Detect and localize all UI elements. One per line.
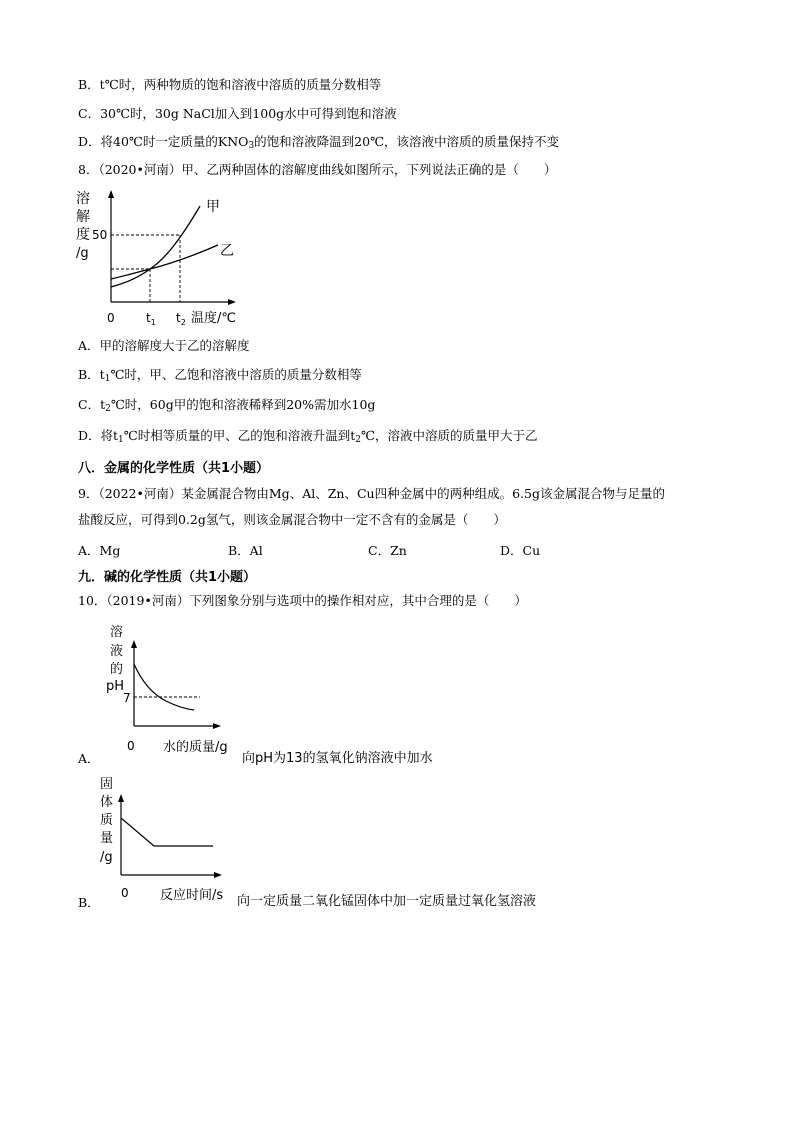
q9-option-d: D．Cu [500,543,541,558]
q8-x-arrow [228,299,236,305]
q10b-ylabel-4: 量 [100,831,114,846]
q9-option-a: A．Mg [78,543,121,558]
q8-stem: 8．（2020•河南）甲、乙两种固体的溶解度曲线如图所示，下列说法正确的是（ ） [78,162,557,177]
q10a-x-arrow [213,723,221,729]
q10b-y-arrow [118,794,124,802]
q10-figure-a [100,620,240,760]
q8-t1-label: $t_1$ [146,311,156,327]
q10b-line [121,818,213,846]
q8-origin: 0 [107,311,115,325]
q8-option-c: C．$t_2℃$时，60g甲的饱和溶液稀释到20%需加水10g [78,397,376,414]
q9-stem-line1: 9．（2022•河南）某金属混合物由Mg、Al、Zn、Cu四种金属中的两种组成。6.5g该金属混合物与足量的 [78,486,665,501]
q8-curve-yi-label: 乙 [220,243,234,259]
q9-option-b: B．Al [228,543,263,558]
q10a-ylabel-4: pH [106,679,125,694]
q10a-y-arrow [131,640,137,648]
q8-ylabel-3: 度 [76,227,90,243]
q8-curve-yi [111,245,218,279]
q8-ylabel-4: /g [76,246,89,261]
q10a-ytick-7: 7 [123,691,131,705]
q10b-ylabel-5: /g [100,850,113,865]
q10a-ylabel-3: 的 [110,662,124,677]
q10-option-b-caption: 向一定质量二氧化锰固体中加一定质量过氧化氢溶液 [237,894,537,909]
q10b-ylabel-2: 体 [100,795,114,810]
q10a-ylabel-2: 液 [110,644,124,659]
q10-stem: 10．（2019•河南）下列图象分别与选项中的操作相对应，其中合理的是（ ） [78,593,527,608]
q8-solubility-figure [70,185,260,330]
q10-figure-b [96,772,236,907]
q8-ytick-50: 50 [92,228,108,242]
q8-xlabel: 温度/℃ [191,311,236,326]
q10a-xlabel: 水的质量/g [163,740,228,755]
q10b-ylabel-3: 质 [100,813,114,828]
q8-y-arrow [108,190,114,198]
q10-option-b-label: B． [78,895,100,910]
q8-option-d: D．将$t_1℃$时相等质量的甲、乙的饱和溶液升温到$t_2℃$，溶液中溶质的质量甲大于乙 [78,428,538,445]
q7-option-d: D．将40℃时一定质量的$KNO_3$的饱和溶液降温到20℃，该溶液中溶质的质量保持不变 [78,134,560,151]
q10-option-a-caption: 向pH为13的氢氧化钠溶液中加水 [242,751,433,766]
q10b-origin: 0 [121,886,129,900]
q8-ylabel-1: 溶 [76,191,90,207]
q10a-curve [134,664,194,710]
q8-t2-label: $t_2$ [176,311,186,327]
section-heading-8: 八．金属的化学性质（共1小题） [78,461,270,476]
q10a-ylabel-1: 溶 [110,625,124,640]
q8-curve-jia [111,206,200,287]
q10-option-a-label: A． [78,751,100,766]
q8-option-b: B．$t_1℃$时，甲、乙饱和溶液中溶质的质量分数相等 [78,367,362,384]
q8-ylabel-2: 解 [76,209,90,225]
q9-option-c: C．Zn [368,543,407,558]
q9-stem-line2: 盐酸反应，可得到0.2g氢气，则该金属混合物中一定不含有的金属是（ ） [78,512,506,527]
q10b-ylabel-1: 固 [100,777,114,792]
q10a-origin: 0 [127,739,135,753]
q7-option-c: C．30℃时，30g NaCl加入到100g水中可得到饱和溶液 [78,106,397,121]
q8-option-a: A．甲的溶解度大于乙的溶解度 [78,338,250,353]
q10b-x-arrow [214,872,222,878]
q8-curve-jia-label: 甲 [206,199,220,215]
q10b-xlabel: 反应时间/s [160,888,224,903]
section-heading-9: 九．碱的化学性质（共1小题） [78,570,257,585]
q7-option-b: B．t℃时，两种物质的饱和溶液中溶质的质量分数相等 [78,77,382,92]
